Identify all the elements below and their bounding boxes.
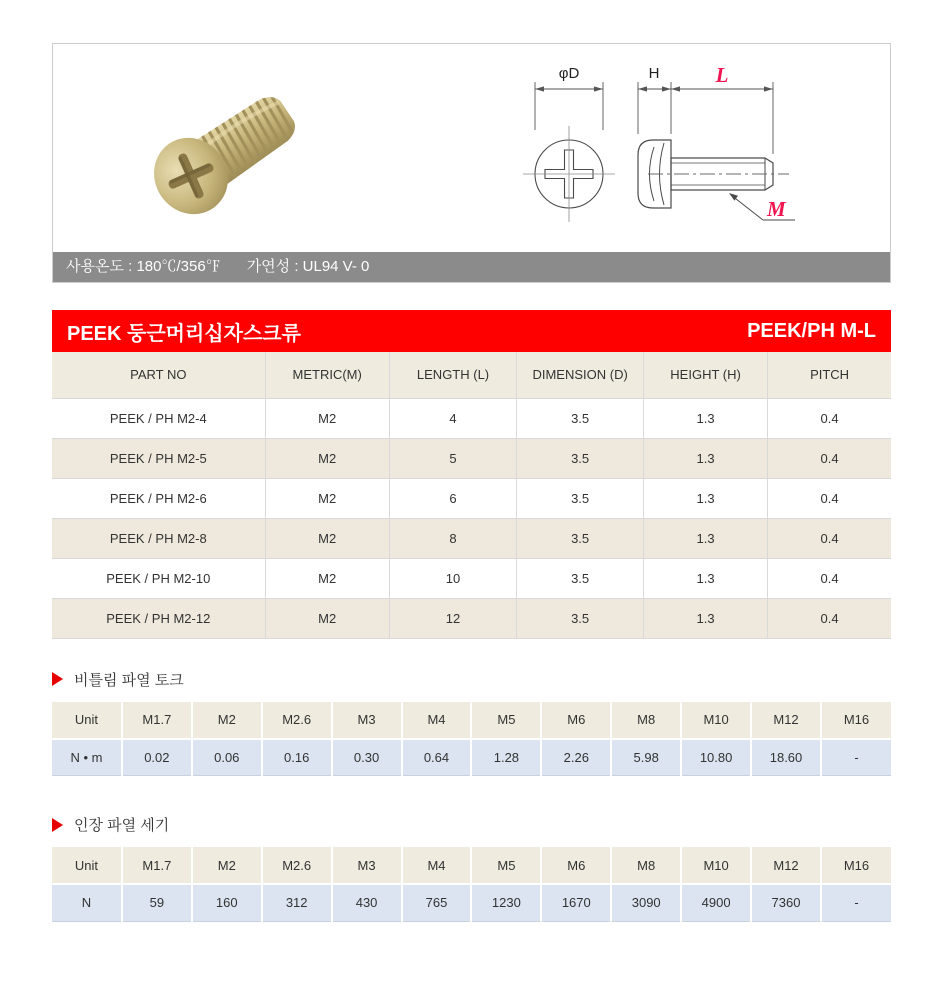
col-header: M5 xyxy=(471,847,541,884)
col-header: M16 xyxy=(821,702,891,739)
dim-h-l xyxy=(638,82,773,154)
cell: 0.4 xyxy=(768,558,891,598)
part-no-cell: PEEK / PH M2-4 xyxy=(52,398,265,438)
col-header: M2 xyxy=(192,847,262,884)
caption-flammability: 가연성 : UL94 V- 0 xyxy=(246,258,370,275)
table-row xyxy=(52,884,891,921)
dim-l-label: L xyxy=(715,63,729,87)
cell: 18.60 xyxy=(751,739,821,776)
dim-h-label: H xyxy=(648,65,660,82)
col-header: PART NO xyxy=(52,352,265,398)
table-row xyxy=(52,398,891,438)
part-no-cell: PEEK / PH M2-8 xyxy=(52,518,265,558)
cell: M2 xyxy=(265,438,389,478)
cell: 12 xyxy=(389,598,517,638)
cell: - xyxy=(821,884,891,921)
cell: 8 xyxy=(389,518,517,558)
cell: 430 xyxy=(332,884,402,921)
table-row xyxy=(52,739,891,776)
dim-m-label: M xyxy=(767,197,786,221)
table-row xyxy=(52,598,891,638)
section-title: 비틀림 파열 토크 xyxy=(74,671,184,689)
cell: 3.5 xyxy=(517,438,644,478)
cell: M2 xyxy=(265,478,389,518)
table-row xyxy=(52,558,891,598)
tensile-table xyxy=(52,847,891,922)
cell: 1230 xyxy=(471,884,541,921)
col-header: M2.6 xyxy=(262,702,332,739)
page-content xyxy=(52,43,891,922)
col-header: PITCH xyxy=(768,352,891,398)
spec-table xyxy=(52,352,891,639)
cell: 3.5 xyxy=(517,558,644,598)
cell: 4900 xyxy=(681,884,751,921)
section-heading-torque xyxy=(52,669,891,690)
cell: 6 xyxy=(389,478,517,518)
col-header: M3 xyxy=(332,847,402,884)
product-title: PEEK 둥근머리십자스크류 xyxy=(67,322,301,345)
cell: 3.5 xyxy=(517,518,644,558)
cell: 0.4 xyxy=(768,518,891,558)
section-heading-tensile xyxy=(52,814,891,835)
col-header: M2 xyxy=(192,702,262,739)
cell: 3090 xyxy=(611,884,681,921)
dimension-diagram xyxy=(501,54,801,238)
col-header: M8 xyxy=(611,847,681,884)
cell: 0.06 xyxy=(192,739,262,776)
part-no-cell: PEEK / PH M2-6 xyxy=(52,478,265,518)
cell: 4 xyxy=(389,398,517,438)
cell: 0.4 xyxy=(768,598,891,638)
table-row xyxy=(52,478,891,518)
cell: - xyxy=(821,739,891,776)
cell: 1.3 xyxy=(643,478,767,518)
cell: 0.4 xyxy=(768,478,891,518)
cell: 0.30 xyxy=(332,739,402,776)
arrowhead xyxy=(638,86,647,91)
red-triangle-icon xyxy=(52,672,63,686)
cell: 3.5 xyxy=(517,478,644,518)
col-header: DIMENSION (D) xyxy=(517,352,644,398)
unit-cell: N xyxy=(52,884,122,921)
cell: 765 xyxy=(402,884,472,921)
cell: 1.3 xyxy=(643,598,767,638)
col-header: M6 xyxy=(541,702,611,739)
arrowhead xyxy=(535,86,544,91)
cell: 1.3 xyxy=(643,518,767,558)
cell: 5 xyxy=(389,438,517,478)
cell: M2 xyxy=(265,398,389,438)
cell: 59 xyxy=(122,884,192,921)
col-header: M2.6 xyxy=(262,847,332,884)
table-row xyxy=(52,518,891,558)
col-header: LENGTH (L) xyxy=(389,352,517,398)
col-header: M4 xyxy=(402,847,472,884)
col-header: M6 xyxy=(541,847,611,884)
dim-d xyxy=(535,82,603,130)
arrowhead xyxy=(594,86,603,91)
part-no-cell: PEEK / PH M2-5 xyxy=(52,438,265,478)
title-bar xyxy=(52,310,891,352)
col-header: M12 xyxy=(751,847,821,884)
table-row xyxy=(52,702,891,739)
col-header: M5 xyxy=(471,702,541,739)
section-title: 인장 파열 세기 xyxy=(74,817,170,834)
col-header: M16 xyxy=(821,847,891,884)
arrowhead xyxy=(671,86,680,91)
unit-cell: N • m xyxy=(52,739,122,776)
spec-caption-bar xyxy=(53,252,890,282)
cell: 1670 xyxy=(541,884,611,921)
col-header: M12 xyxy=(751,702,821,739)
cell: 3.5 xyxy=(517,398,644,438)
cell: 3.5 xyxy=(517,598,644,638)
cell: M2 xyxy=(265,558,389,598)
col-header: M3 xyxy=(332,702,402,739)
caption-temperature: 사용온도 : 180℃/356℉ xyxy=(66,258,221,275)
cell: 1.3 xyxy=(643,558,767,598)
product-code: PEEK/PH M-L xyxy=(747,319,876,342)
cell: 2.26 xyxy=(541,739,611,776)
cell: 312 xyxy=(262,884,332,921)
cell: 0.02 xyxy=(122,739,192,776)
cell: 10 xyxy=(389,558,517,598)
dim-d-label: φD xyxy=(558,65,580,82)
table-row xyxy=(52,438,891,478)
col-header: METRIC(M) xyxy=(265,352,389,398)
cell: 10.80 xyxy=(681,739,751,776)
table-row xyxy=(52,847,891,884)
cell: 0.16 xyxy=(262,739,332,776)
cell: 1.3 xyxy=(643,398,767,438)
cell: 0.4 xyxy=(768,438,891,478)
front-centerlines xyxy=(523,126,615,222)
col-header: M10 xyxy=(681,847,751,884)
part-no-cell: PEEK / PH M2-10 xyxy=(52,558,265,598)
col-header: M1.7 xyxy=(122,702,192,739)
cell: 0.4 xyxy=(768,398,891,438)
product-panel xyxy=(52,43,891,283)
cell: 5.98 xyxy=(611,739,681,776)
arrowhead xyxy=(764,86,773,91)
col-header: M1.7 xyxy=(122,847,192,884)
col-header: Unit xyxy=(52,702,122,739)
cell: 160 xyxy=(192,884,262,921)
cell: 1.28 xyxy=(471,739,541,776)
product-photo-screw xyxy=(123,70,395,254)
cell: 7360 xyxy=(751,884,821,921)
spec-header-row xyxy=(52,352,891,398)
col-header: M10 xyxy=(681,702,751,739)
arrowhead xyxy=(662,86,671,91)
col-header: Unit xyxy=(52,847,122,884)
col-header: M8 xyxy=(611,702,681,739)
cell: M2 xyxy=(265,518,389,558)
cell: 1.3 xyxy=(643,438,767,478)
red-triangle-icon xyxy=(52,818,63,832)
cell: 0.64 xyxy=(402,739,472,776)
torque-table xyxy=(52,702,891,777)
cell: M2 xyxy=(265,598,389,638)
col-header: M4 xyxy=(402,702,472,739)
col-header: HEIGHT (H) xyxy=(643,352,767,398)
part-no-cell: PEEK / PH M2-12 xyxy=(52,598,265,638)
